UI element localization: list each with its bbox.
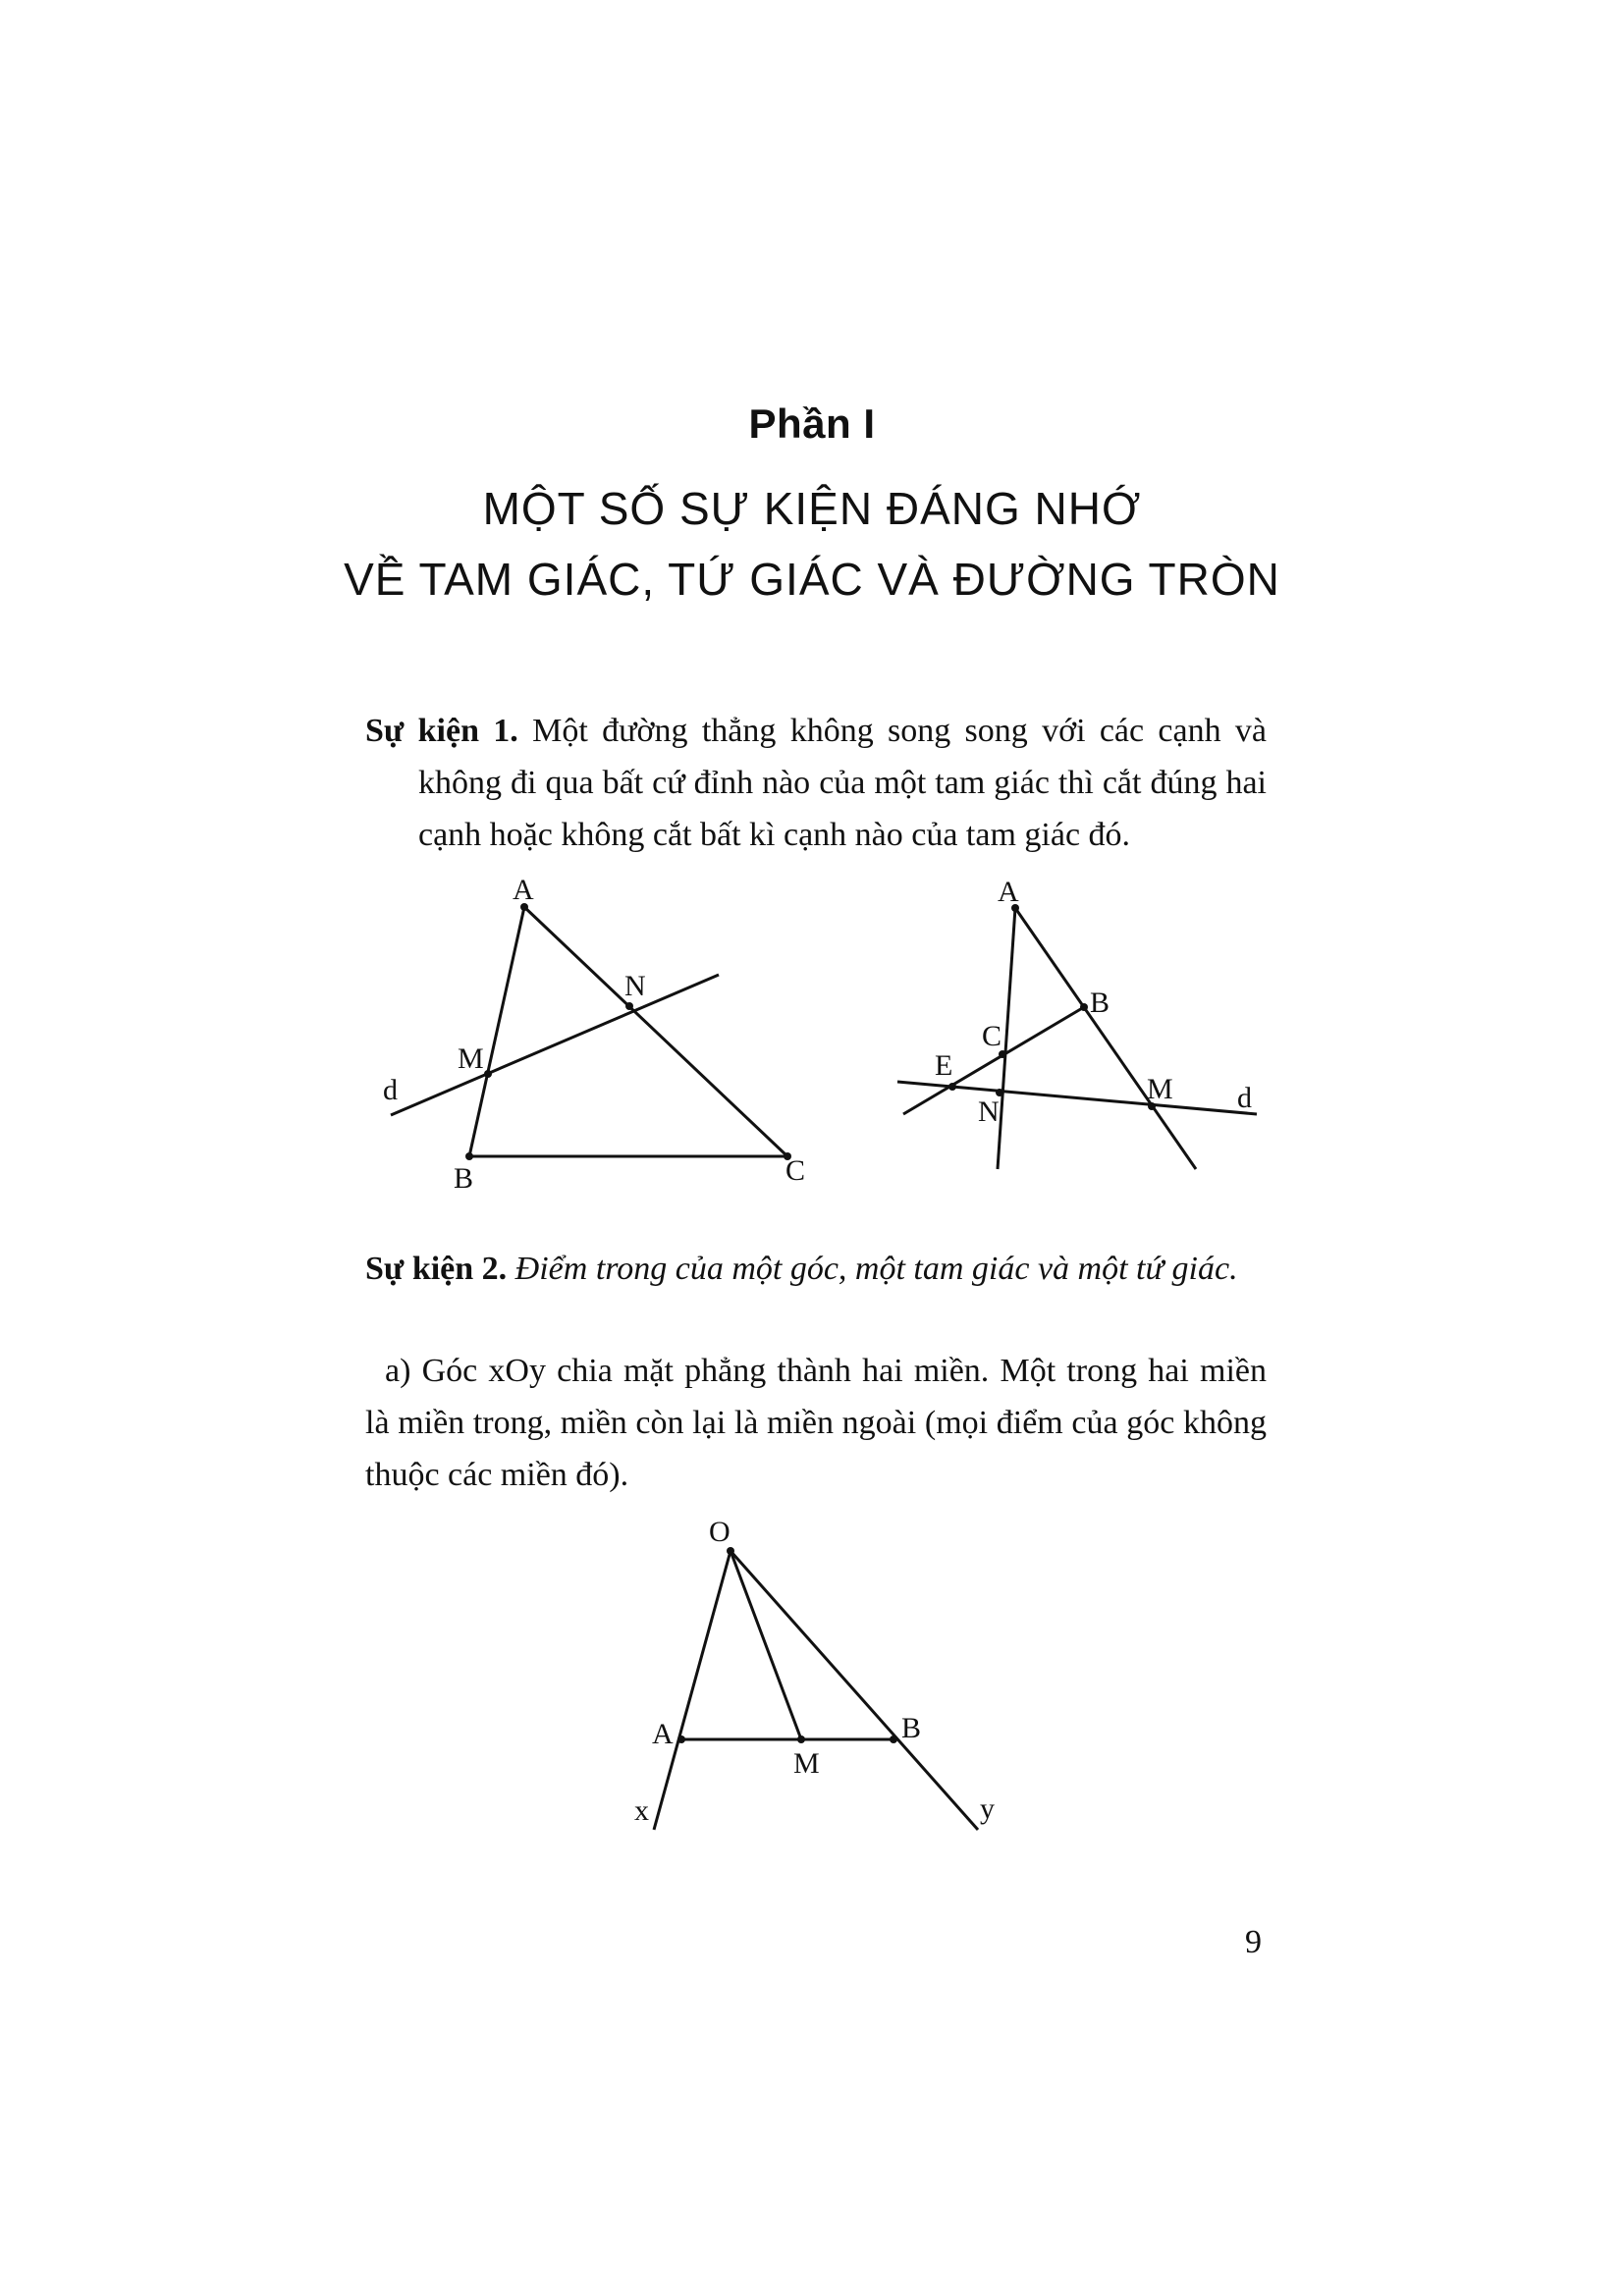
fact-2-paragraph-a: a) Góc xOy chia mặt phẳng thành hai miền. Một trong hai miền là miền trong, miền còn lại là miền ngoài (mọi điểm của góc không thuộc các miền đó). [365,1353,1267,1493]
point-b [890,1735,897,1743]
label-m: M [793,1747,820,1780]
fact-2-title: Điểm trong của một góc, một tam giác và một tứ giác. [514,1251,1238,1287]
label-n: N [978,1095,1000,1128]
segment-ac [524,907,787,1156]
part-heading: Phần I [748,400,876,447]
label-b: B [1090,987,1110,1019]
label-d: d [383,1074,398,1106]
ray-ox [654,1551,731,1830]
point-e [948,1083,956,1091]
point-b [1080,1003,1088,1011]
page-number: 9 [1245,1924,1262,1960]
line-ab [1015,908,1196,1169]
fact-1 [365,705,1267,861]
ray-oy [731,1551,978,1830]
point-o [727,1547,734,1555]
segment-om [731,1551,801,1739]
point-b [465,1152,473,1160]
label-b: B [901,1712,922,1744]
label-a: A [652,1718,674,1750]
chapter-title-line-2: VỀ TAM GIÁC, TỨ GIÁC VÀ ĐƯỜNG TRÒN [344,554,1280,605]
label-x: x [634,1794,649,1827]
segment-ab [469,907,524,1156]
fact-2-label: Sự kiện 2. [365,1251,508,1287]
figure-2-lines [884,869,1276,1183]
point-n [625,1002,633,1010]
label-e: E [935,1049,953,1082]
label-d: d [1237,1082,1252,1114]
figure-3-angle [628,1502,1041,1836]
label-m: M [458,1042,484,1075]
label-o: O [709,1516,731,1548]
label-n: N [624,970,646,1002]
label-a: A [998,876,1019,908]
label-m: M [1147,1073,1173,1105]
label-c: C [982,1020,1002,1052]
point-a [677,1735,685,1743]
label-b: B [454,1162,474,1195]
label-c: C [785,1154,806,1187]
label-y: y [980,1792,995,1825]
point-m [797,1735,805,1743]
point-m [484,1070,492,1078]
fact-1-text: Một đường thẳng không song song với các cạnh và không đi qua bất cứ đỉnh nào của một tam giác thì cắt đúng hai cạnh hoặc không cắt bất kì cạnh nào của tam giác đó. [418,713,1268,853]
fact-2 [365,1243,1267,1295]
figure-1-triangle [363,864,806,1198]
chapter-title [0,473,1624,614]
label-a: A [513,874,534,906]
chapter-title-line-1: MỘT SỐ SỰ KIỆN ĐÁNG NHỚ [482,483,1142,534]
fact-1-label: Sự kiện 1. [365,713,518,749]
